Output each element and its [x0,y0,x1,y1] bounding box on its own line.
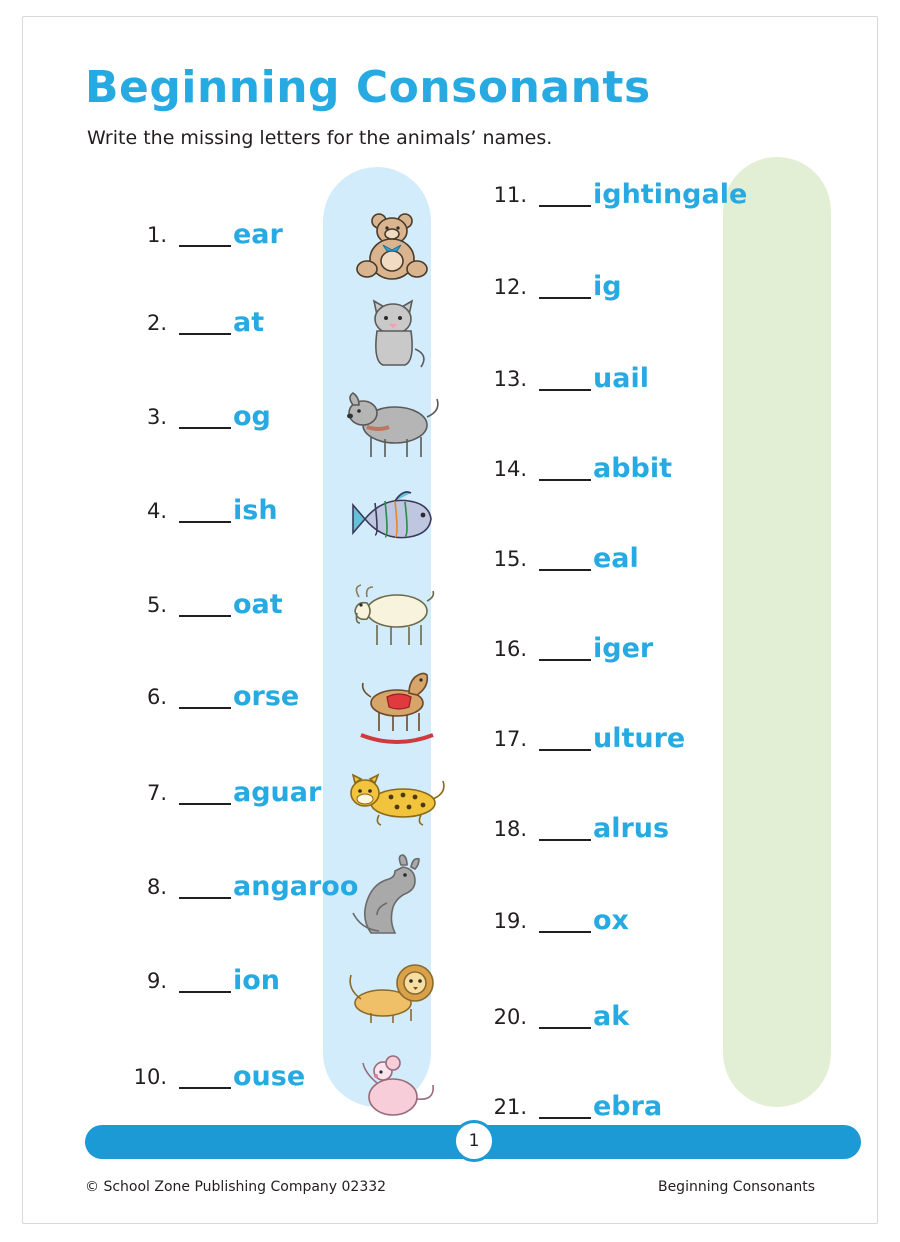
answer-blank[interactable] [539,205,591,207]
answer-blank[interactable] [539,659,591,661]
answer-blank[interactable] [539,749,591,751]
item-word: eal [593,543,639,574]
mouse-illustration [331,1043,461,1127]
item-word: ig [593,271,622,302]
item-word: ebra [593,1091,663,1122]
exercise-item[interactable] [63,567,483,659]
answer-blank[interactable] [179,427,231,429]
item-word: at [233,307,265,338]
teddy-bear-illustration [331,201,461,285]
jaguar-illustration [331,759,461,843]
item-word: ightingale [593,179,748,210]
answer-blank[interactable] [539,297,591,299]
item-number: 6. [146,685,167,709]
exercise-item[interactable] [63,285,483,377]
item-word: ear [233,219,283,250]
item-number: 5. [146,593,167,617]
answer-blank[interactable] [179,615,231,617]
item-word: aguar [233,777,322,808]
right-exercise-column [463,17,883,1122]
item-number: 16. [493,637,527,661]
fish-illustration [331,477,461,561]
copyright-text: © School Zone Publishing Company 02332 [85,1179,387,1195]
worksheet-sheet [22,16,878,1224]
goat-illustration [331,571,461,655]
item-number: 17. [493,727,527,751]
item-number: 2. [146,311,167,335]
page-number: 1 [468,1131,480,1151]
answer-blank[interactable] [539,479,591,481]
item-word: ulture [593,723,686,754]
exercise-item[interactable] [463,883,883,975]
item-number: 4. [146,499,167,523]
exercise-item[interactable] [463,791,883,883]
item-word: uail [593,363,649,394]
exercise-item[interactable] [463,341,883,433]
dog-illustration [331,383,461,467]
item-word: ouse [233,1061,306,1092]
answer-blank[interactable] [539,931,591,933]
cat-illustration [331,289,461,373]
exercise-item[interactable] [63,755,483,847]
exercise-item[interactable] [63,849,483,941]
exercise-item[interactable] [63,1039,483,1131]
exercise-item[interactable] [463,431,883,523]
item-word: ion [233,965,281,996]
answer-blank[interactable] [539,569,591,571]
answer-blank[interactable] [179,707,231,709]
answer-blank[interactable] [179,521,231,523]
item-word: ox [593,905,629,936]
item-number: 1. [146,223,167,247]
item-number: 21. [493,1095,527,1119]
item-word: iger [593,633,654,664]
item-number: 14. [493,457,527,481]
item-word: alrus [593,813,670,844]
kangaroo-illustration [331,853,461,937]
exercise-item[interactable] [463,249,883,341]
exercise-item[interactable] [63,379,483,471]
exercise-item[interactable] [463,611,883,703]
answer-blank[interactable] [179,245,231,247]
lion-illustration [331,947,461,1031]
answer-blank[interactable] [539,1027,591,1029]
item-number: 3. [146,405,167,429]
item-number: 15. [493,547,527,571]
answer-blank[interactable] [179,1087,231,1089]
exercise-item[interactable] [463,979,883,1071]
instructions-text: Write the missing letters for the animals’ names. [87,127,553,149]
item-number: 13. [493,367,527,391]
item-number: 19. [493,909,527,933]
exercise-item[interactable] [63,659,483,751]
exercise-item[interactable] [463,701,883,793]
exercise-item[interactable] [463,521,883,613]
item-word: orse [233,681,300,712]
item-word: angaroo [233,871,359,902]
item-number: 20. [493,1005,527,1029]
item-number: 8. [146,875,167,899]
exercise-item[interactable] [63,473,483,565]
item-number: 10. [133,1065,167,1089]
answer-blank[interactable] [539,389,591,391]
footer-title: Beginning Consonants [657,1179,815,1195]
item-word: ish [233,495,278,526]
item-word: oat [233,589,283,620]
left-exercise-column [63,17,483,1117]
item-number: 7. [146,781,167,805]
rocking-horse-illustration [331,663,461,747]
item-word: og [233,401,271,432]
item-number: 9. [146,969,167,993]
answer-blank[interactable] [179,991,231,993]
answer-blank[interactable] [179,333,231,335]
item-word: ak [593,1001,630,1032]
item-number: 12. [493,275,527,299]
answer-blank[interactable] [539,839,591,841]
page-title: Beginning Consonants [85,62,651,113]
answer-blank[interactable] [179,897,231,899]
answer-blank[interactable] [179,803,231,805]
exercise-item[interactable] [63,197,483,289]
item-number: 11. [493,183,527,207]
exercise-item[interactable] [63,943,483,1035]
exercise-item[interactable] [463,157,883,249]
item-word: abbit [593,453,673,484]
answer-blank[interactable] [539,1117,591,1119]
item-number: 18. [493,817,527,841]
